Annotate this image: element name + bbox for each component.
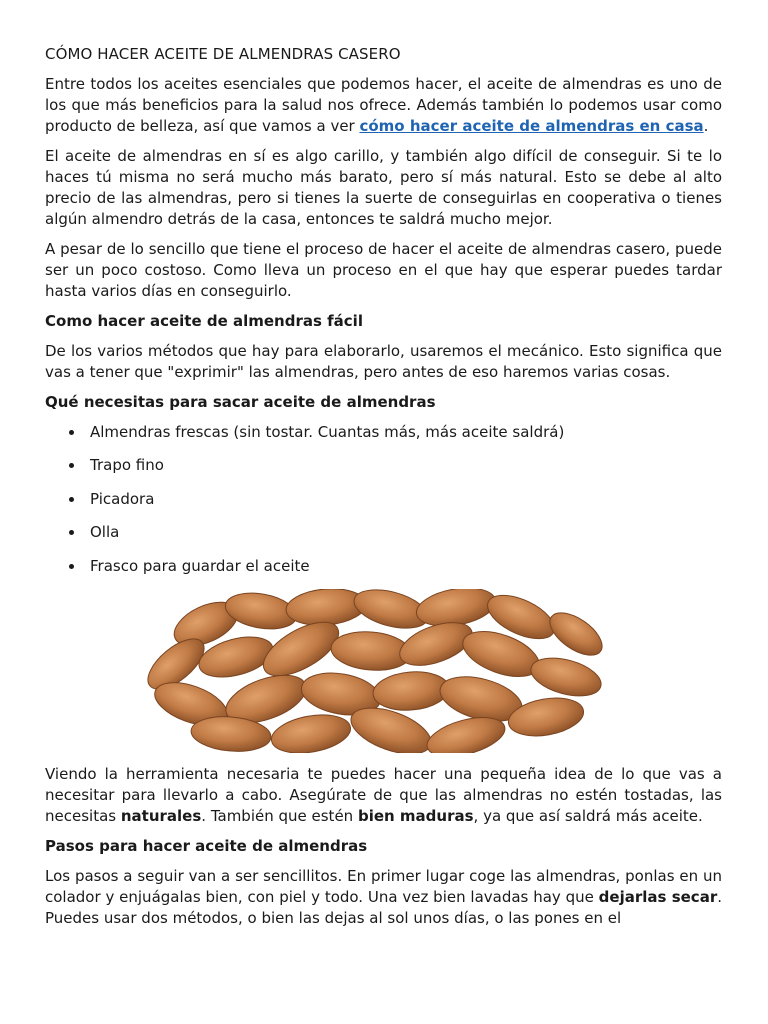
paragraph-price: El aceite de almendras en sí es algo carillo, y también algo difícil de conseguir. Si te lo haces tú misma no será mucho más barato, pero sí más natural. Esto se debe al alto precio de las almendras, pero si tienes la suerte de conseguirlas en cooperativa o tienes algún almendro detrás de la casa, entonces te saldrá mucho mejor. bbox=[45, 147, 722, 228]
paragraph-tools bbox=[45, 764, 722, 827]
heading-easy: Como hacer aceite de almendras fácil bbox=[45, 312, 363, 330]
heading-needs: Qué necesitas para sacar aceite de almendras bbox=[45, 393, 436, 411]
list-item: Olla bbox=[90, 522, 722, 555]
paragraph-method: De los varios métodos que hay para elaborarlo, usaremos el mecánico. Esto significa que vas a tener que "exprimir" las almendras, pero antes de eso haremos varias cosas. bbox=[45, 342, 722, 381]
article bbox=[45, 44, 722, 938]
intro-end: . bbox=[703, 117, 709, 135]
paragraph-steps bbox=[45, 866, 722, 929]
page-title: CÓMO HACER ACEITE DE ALMENDRAS CASERO bbox=[45, 45, 401, 63]
list-item: Almendras frescas (sin tostar. Cuantas más, más aceite saldrá) bbox=[90, 422, 722, 455]
article-link[interactable]: cómo hacer aceite de almendras en casa bbox=[359, 117, 704, 135]
bold-text: naturales bbox=[120, 806, 202, 825]
bold-text: bien maduras bbox=[357, 806, 474, 825]
list-item: Picadora bbox=[90, 489, 722, 522]
list-item: Frasco para guardar el aceite bbox=[90, 556, 722, 589]
heading-steps: Pasos para hacer aceite de almendras bbox=[45, 836, 368, 855]
almonds-photo-icon bbox=[136, 589, 628, 753]
text: . También que estén bbox=[201, 806, 358, 825]
bold-text: dejarlas secar bbox=[598, 887, 718, 906]
intro-paragraph bbox=[45, 74, 722, 137]
almonds-image bbox=[45, 589, 722, 755]
text: . Puedes usar dos métodos, o bien las dejas al sol unos días, o las pones en el bbox=[45, 887, 722, 927]
text: , ya que así saldrá más aceite. bbox=[473, 806, 703, 825]
list-item: Trapo fino bbox=[90, 455, 722, 488]
needs-list bbox=[45, 422, 722, 589]
intro-text: Entre todos los aceites esenciales que podemos hacer, el aceite de almendras es uno de los que más beneficios para la salud nos ofrece. Además también lo podemos usar como producto de belleza, así que vamos a ver bbox=[45, 75, 722, 135]
text: Los pasos a seguir van a ser sencillitos. En primer lugar coge las almendras, ponlas en un colador y enjuágalas bien, con piel y todo. Una vez bien lavadas hay que bbox=[45, 866, 722, 906]
text: Viendo la herramienta necesaria te puedes hacer una pequeña idea de lo que vas a necesitar para llevarlo a cabo. Asegúrate de que las almendras no estén tostadas, las necesitas bbox=[45, 764, 722, 825]
paragraph-process: A pesar de lo sencillo que tiene el proceso de hacer el aceite de almendras casero, puede ser un poco costoso. Como lleva un proceso en el que hay que esperar puedes tardar hasta varios días en conseguirlo. bbox=[45, 240, 722, 300]
